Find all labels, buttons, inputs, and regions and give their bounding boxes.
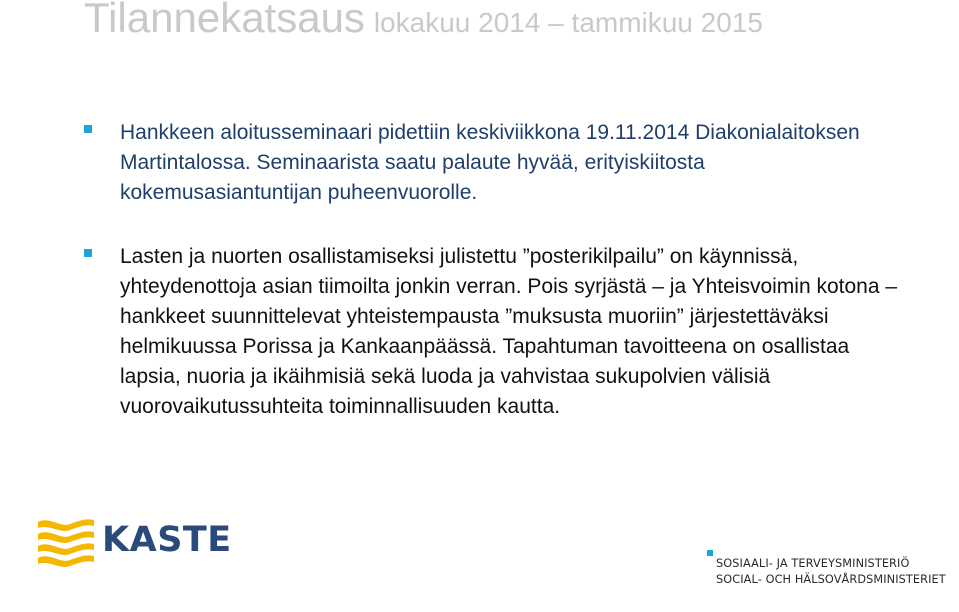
bullet-list: [84, 118, 904, 456]
bullet-item: [84, 118, 904, 208]
bullet-item: [84, 242, 904, 422]
ministry-logo: [707, 550, 947, 590]
ministry-name-sv: SOCIAL- OCH HÄLSOVÅRDSMINISTERIET: [716, 573, 946, 586]
bullet-text: Hankkeen aloitusseminaari pidettiin keskiviikkona 19.11.2014 Diakonialaitoksen Martintalossa. Seminaarista saatu palaute hyvää, erityiskiitosta kokemusasiantuntijan puheenvuorolle.: [120, 121, 860, 204]
kaste-logo: [36, 516, 232, 572]
slide-title: [84, 0, 763, 42]
bullet-square-icon: [84, 249, 92, 257]
kaste-wordmark: KASTE: [102, 520, 232, 560]
bullet-text: Lasten ja nuorten osallistamiseksi julistettu ”posterikilpailu” on käynnissä, yhteydenottoja asian tiimoilta jonkin verran. Pois syrjästä – ja Yhteisvoimin kotona –hankkeet suunnittelevat yhteistempausta ”muksusta muoriin” järjestettäväksi helmikuussa Porissa ja Kankaanpäässä. Tapahtuman tavoitteena on osallistaa lapsia, nuoria ja ikäihmisiä sekä luoda ja vahvistaa sukupolvien välisiä vuorovaikutussuhteita toiminnallisuuden kautta.: [120, 245, 898, 418]
bullet-square-icon: [84, 125, 92, 133]
ministry-name-fi: SOSIAALI- JA TERVEYSMINISTERIÖ: [716, 557, 910, 570]
kaste-wave-icon: [36, 516, 98, 572]
title-sub: lokakuu 2014 – tammikuu 2015: [373, 7, 763, 38]
title-main: Tilannekatsaus: [84, 0, 365, 41]
ministry-square-icon: [707, 550, 713, 556]
